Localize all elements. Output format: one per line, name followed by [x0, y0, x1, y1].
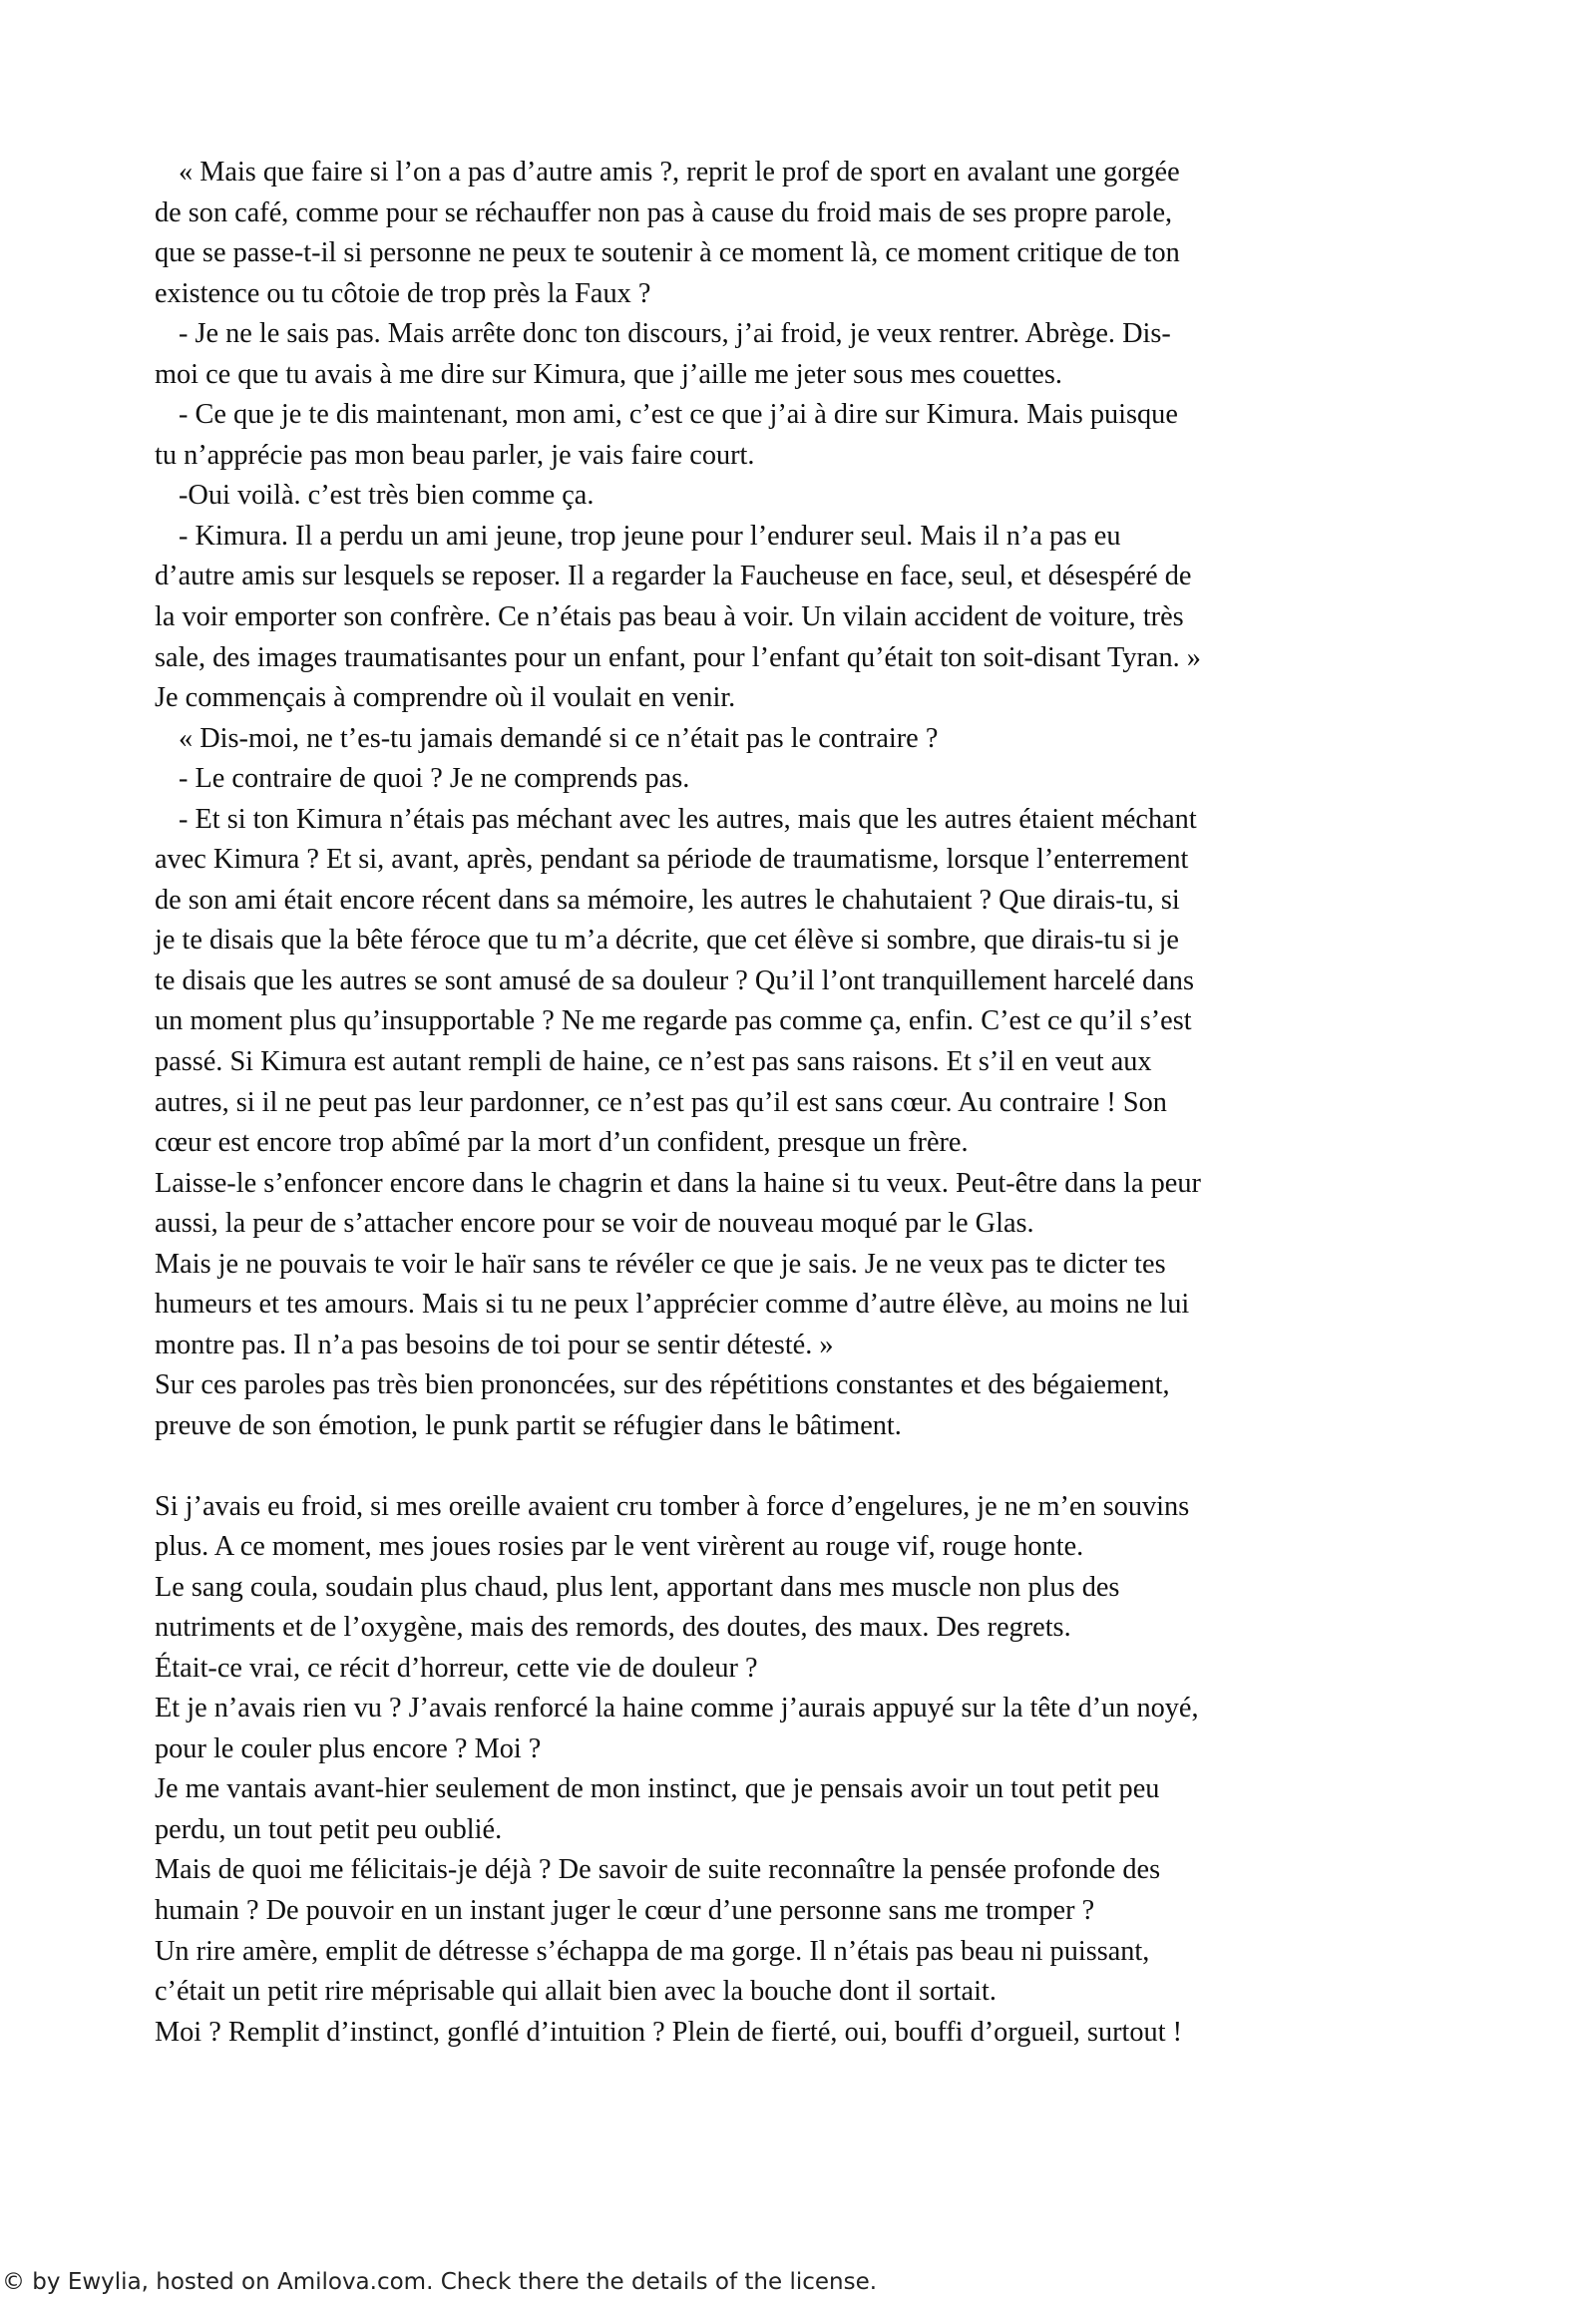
text-line: aussi, la peur de s’attacher encore pour se voir de nouveau moqué par le Glas.: [155, 1208, 1034, 1240]
text-line: tu n’apprécie pas mon beau parler, je vais faire court.: [155, 439, 755, 471]
text-line: avec Kimura ? Et si, avant, après, pendant sa période de traumatisme, lorsque l’enterrement: [155, 844, 1189, 876]
text-line: je te disais que la bête féroce que tu m’a décrite, que cet élève si sombre, que dirais-tu si je: [155, 925, 1179, 957]
text-line: sale, des images traumatisantes pour un enfant, pour l’enfant qu’était ton soit-disant Tyran. »: [155, 641, 1201, 673]
text-line: Je commençais à comprendre où il voulait en venir.: [155, 682, 736, 714]
text-line: nutriments et de l’oxygène, mais des remords, des doutes, des maux. Des regrets.: [155, 1612, 1071, 1644]
text-line: Un rire amère, emplit de détresse s’échappa de ma gorge. Il n’étais pas beau ni puissant,: [155, 1935, 1150, 1967]
text-line: Moi ? Remplit d’instinct, gonflé d’intuition ? Plein de fierté, oui, bouffi d’orgueil, surtout !: [155, 2016, 1183, 2048]
text-line: - Kimura. Il a perdu un ami jeune, trop jeune pour l’endurer seul. Mais il n’a pas eu: [179, 520, 1121, 552]
document-body: [155, 153, 1441, 2053]
text-line: te disais que les autres se sont amusé de sa douleur ? Qu’il l’ont tranquillement harcelé dans: [155, 964, 1194, 996]
text-line: « Dis-moi, ne t’es-tu jamais demandé si ce n’était pas le contraire ?: [179, 722, 939, 754]
text-line: humeurs et tes amours. Mais si tu ne peux l’apprécier comme d’autre élève, au moins ne lui: [155, 1289, 1190, 1321]
text-line: un moment plus qu’insupportable ? Ne me regarde pas comme ça, enfin. C’est ce qu’il s’est: [155, 1005, 1192, 1037]
text-line: c’était un petit rire méprisable qui allait bien avec la bouche dont il sortait.: [155, 1976, 997, 2008]
text-line: preuve de son émotion, le punk partit se réfugier dans le bâtiment.: [155, 1409, 902, 1441]
text-line: montre pas. Il n’a pas besoins de toi pour se sentir détesté. »: [155, 1329, 834, 1360]
text-line: -Oui voilà. c’est très bien comme ça.: [179, 480, 595, 512]
text-line: Mais je ne pouvais te voir le haïr sans te révéler ce que je sais. Je ne veux pas te dicter tes: [155, 1248, 1166, 1280]
text-line: que se passe-t-il si personne ne peux te soutenir à ce moment là, ce moment critique de ton: [155, 237, 1180, 269]
text-line: humain ? De pouvoir en un instant juger le cœur d’une personne sans me tromper ?: [155, 1894, 1095, 1926]
text-line: - Et si ton Kimura n’étais pas méchant avec les autres, mais que les autres étaient méchant: [179, 803, 1197, 835]
text-line: « Mais que faire si l’on a pas d’autre amis ?, reprit le prof de sport en avalant une gorgée: [179, 157, 1180, 188]
text-line: Je me vantais avant-hier seulement de mon instinct, que je pensais avoir un tout petit peu: [155, 1773, 1160, 1805]
text-line: - Ce que je te dis maintenant, mon ami, c’est ce que j’ai à dire sur Kimura. Mais puisque: [179, 399, 1178, 431]
text-line: Sur ces paroles pas très bien prononcées, sur des répétitions constantes et des bégaiement,: [155, 1369, 1170, 1401]
text-line: d’autre amis sur lesquels se reposer. Il a regarder la Faucheuse en face, seul, et désespéré de: [155, 561, 1192, 592]
text-line: passé. Si Kimura est autant rempli de haine, ce n’est pas sans raisons. Et s’il en veut aux: [155, 1046, 1152, 1078]
text-line: cœur est encore trop abîmé par la mort d’un confident, presque un frère.: [155, 1127, 969, 1159]
license-footer: © by Ewylia, hosted on Amilova.com. Check there the details of the license.: [2, 2269, 878, 2295]
text-line: autres, si il ne peut pas leur pardonner, ce n’est pas qu’il est sans cœur. Au contraire ! Son: [155, 1086, 1167, 1118]
text-line: Si j’avais eu froid, si mes oreille avaient cru tomber à force d’engelures, je ne m’en souvins: [155, 1490, 1190, 1522]
text-line: Le sang coula, soudain plus chaud, plus lent, apportant dans mes muscle non plus des: [155, 1571, 1120, 1603]
text-line: Et je n’avais rien vu ? J’avais renforcé la haine comme j’aurais appuyé sur la tête d’un noyé,: [155, 1693, 1199, 1724]
text-line: plus. A ce moment, mes joues rosies par le vent virèrent au rouge vif, rouge honte.: [155, 1531, 1084, 1563]
text-line: moi ce que tu avais à me dire sur Kimura, que j’aille me jeter sous mes couettes.: [155, 358, 1062, 390]
text-line: perdu, un tout petit peu oublié.: [155, 1813, 503, 1845]
text-line: Laisse-le s’enfoncer encore dans le chagrin et dans la haine si tu veux. Peut-être dans la peur: [155, 1167, 1201, 1199]
text-line: de son café, comme pour se réchauffer non pas à cause du froid mais de ses propre parole,: [155, 196, 1173, 228]
text-line: de son ami était encore récent dans sa mémoire, les autres le chahutaient ? Que dirais-tu, si: [155, 884, 1180, 916]
text-line: Était-ce vrai, ce récit d’horreur, cette vie de douleur ?: [155, 1652, 758, 1684]
text-line: existence ou tu côtoie de trop près la Faux ?: [155, 277, 651, 309]
text-line: la voir emporter son confrère. Ce n’étais pas beau à voir. Un vilain accident de voiture, très: [155, 601, 1184, 633]
text-line: - Le contraire de quoi ? Je ne comprends pas.: [179, 763, 690, 795]
text-line: pour le couler plus encore ? Moi ?: [155, 1732, 542, 1764]
text-line: Mais de quoi me félicitais-je déjà ? De savoir de suite reconnaître la pensée profonde des: [155, 1854, 1161, 1886]
text-line: - Je ne le sais pas. Mais arrête donc ton discours, j’ai froid, je veux rentrer. Abrège. Dis-: [179, 318, 1171, 350]
